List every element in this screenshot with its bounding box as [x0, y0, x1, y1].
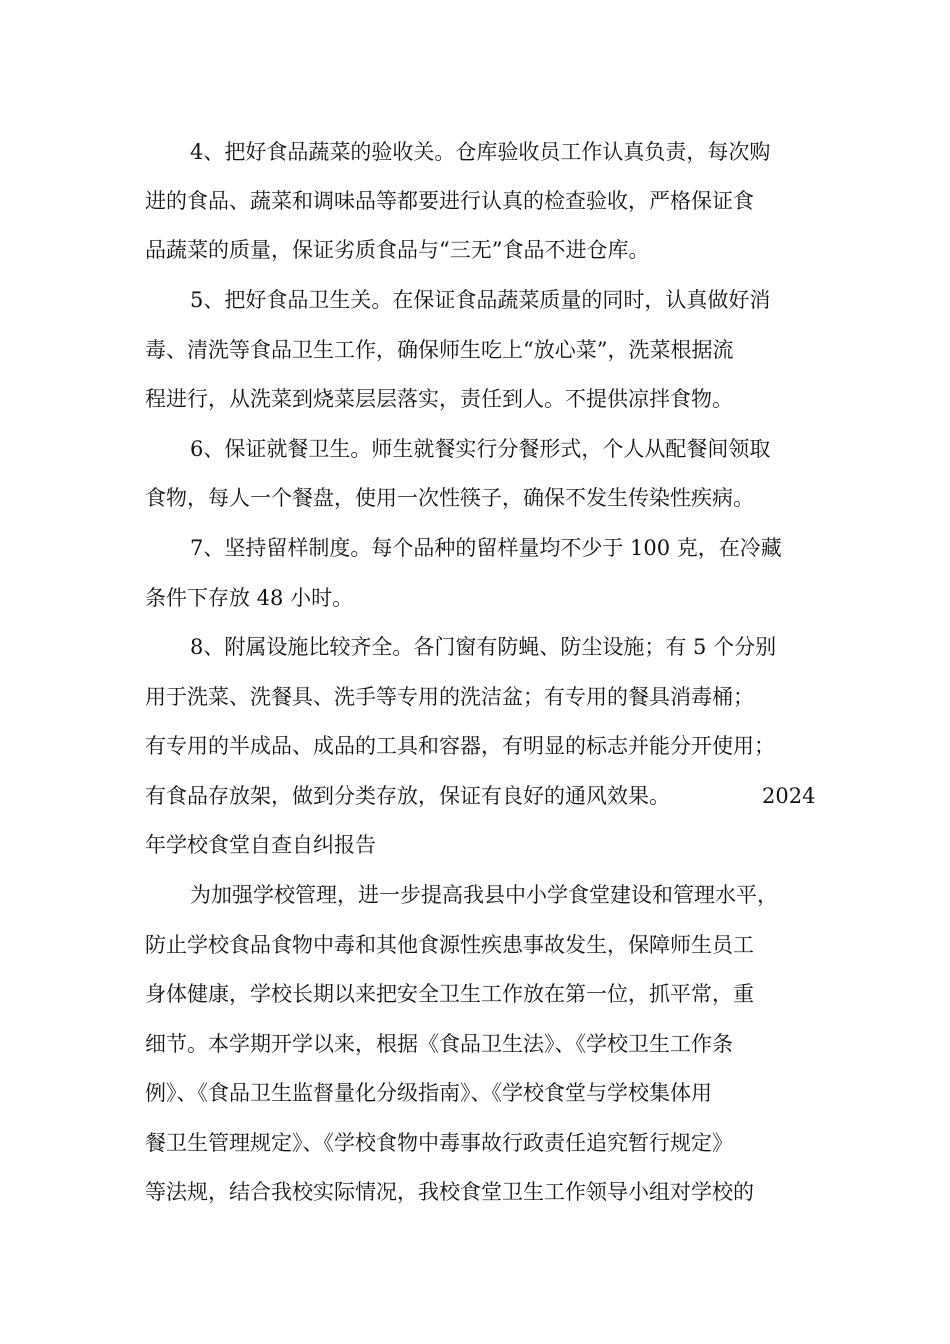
paragraph-4-line-1: 4、把好食品蔬菜的验收关。仓库验收员工作认真负责，每次购	[190, 140, 771, 164]
paragraph-5-line-2: 毒、清洗等食品卫生工作，确保师生吃上“放心菜”，洗菜根据流	[145, 338, 734, 362]
paragraph-8-line-1: 8、附属设施比较齐全。各门窗有防蝇、防尘设施；有 5 个分别	[190, 635, 777, 659]
paragraph-4-line-3: 品蔬菜的质量，保证劣质食品与“三无”食品不进仓库。	[145, 238, 650, 262]
intro-line-4: 细节。本学期开学以来，根据《食品卫生法》、《学校卫生工作条	[145, 1032, 733, 1056]
paragraph-5-line-3: 程进行，从洗菜到烧菜层层落实，责任到人。不提供凉拌食物。	[145, 387, 733, 411]
report-year: 2024	[762, 784, 816, 808]
intro-line-5: 例》、《食品卫生监督量化分级指南》、《学校食堂与学校集体用	[145, 1081, 712, 1105]
intro-line-7: 等法规，结合我校实际情况，我校食堂卫生工作领导小组对学校的	[145, 1180, 754, 1204]
paragraph-5-line-1: 5、把好食品卫生关。在保证食品蔬菜质量的同时，认真做好消	[190, 288, 771, 312]
paragraph-6-line-1: 6、保证就餐卫生。师生就餐实行分餐形式，个人从配餐间领取	[190, 437, 771, 461]
intro-line-2: 防止学校食品食物中毒和其他食源性疾患事故发生，保障师生员工	[145, 933, 754, 957]
paragraph-8-line-2: 用于洗菜、洗餐具、洗手等专用的洗洁盆；有专用的餐具消毒桶；	[145, 685, 754, 709]
paragraph-7-line-2: 条件下存放 48 小时。	[145, 586, 354, 610]
paragraph-7-line-1: 7、坚持留样制度。每个品种的留样量均不少于 100 克，在冷藏	[190, 536, 782, 560]
paragraph-6-line-2: 食物，每人一个餐盘，使用一次性筷子，确保不发生传染性疾病。	[145, 486, 754, 510]
intro-line-1: 为加强学校管理，进一步提高我县中小学食堂建设和管理水平，	[190, 883, 778, 907]
intro-line-3: 身体健康，学校长期以来把安全卫生工作放在第一位，抓平常，重	[145, 982, 754, 1006]
paragraph-8-line-4: 有食品存放架，做到分类存放，保证有良好的通风效果。	[145, 784, 670, 808]
report-title-line: 年学校食堂自查自纠报告	[145, 833, 376, 857]
paragraph-4-line-2: 进的食品、蔬菜和调味品等都要进行认真的检查验收，严格保证食	[145, 189, 754, 213]
paragraph-8-line-3: 有专用的半成品、成品的工具和容器，有明显的标志并能分开使用；	[145, 734, 775, 758]
intro-line-6: 餐卫生管理规定》、《学校食物中毒事故行政责任追究暂行规定》	[145, 1131, 733, 1155]
